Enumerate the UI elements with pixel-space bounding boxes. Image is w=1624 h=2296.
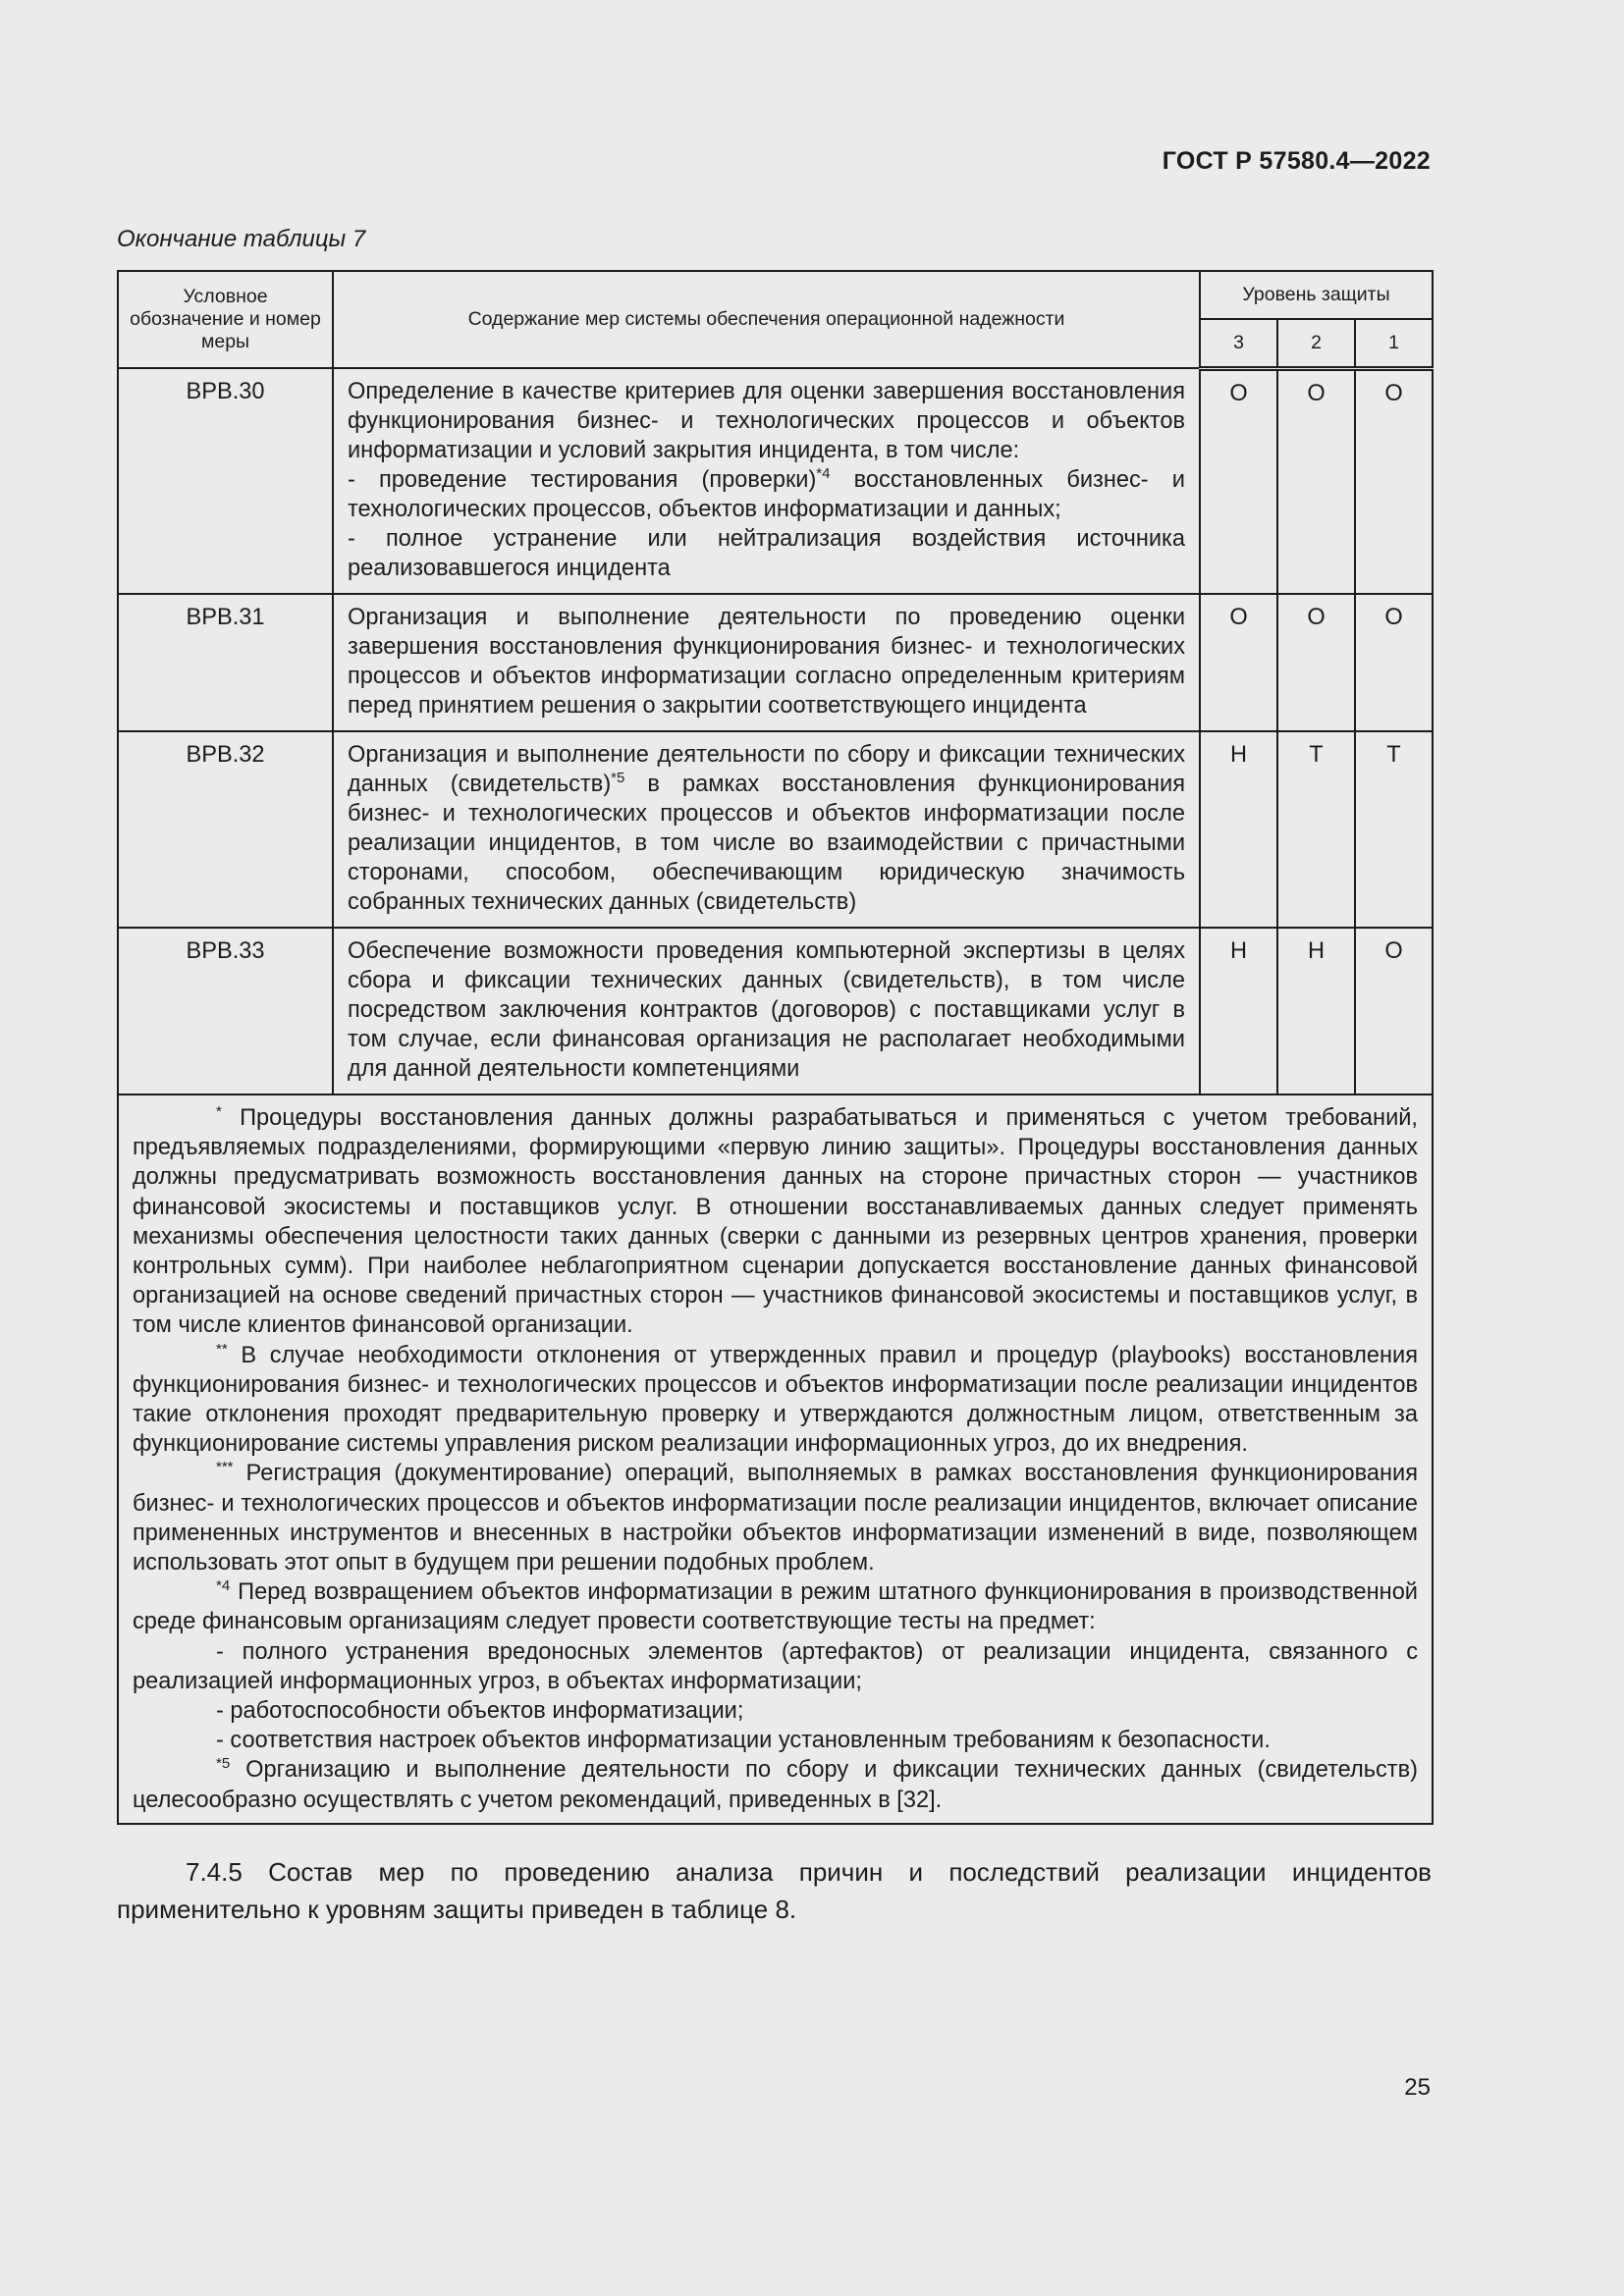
measure-code: ВРВ.32: [118, 731, 333, 928]
footnote: [133, 1577, 1418, 1636]
measure-text: Организация и выполнение деятельности по сбору и фиксации технических данных (свидетельств): [348, 742, 1185, 797]
footnote-list-item: - работоспособности объектов информатизации;: [216, 1698, 744, 1725]
measure-code: ВРВ.31: [118, 594, 333, 731]
footnote: [133, 1459, 1418, 1577]
level-2-value: О: [1277, 368, 1355, 594]
table-notes: [118, 1095, 1433, 1824]
measure-code: ВРВ.33: [118, 928, 333, 1095]
header-level-3: 3: [1200, 319, 1277, 368]
header-level: Уровень защиты: [1200, 271, 1433, 319]
measure-text: в рамках восстановления функционирования бизнес- и технологических процессов и объектов информатизации после реализации инцидентов, в том числе во взаимодействии с причастными сторонами, способом, обеспечивающим юридическую значимость собранных технических данных (свидетельств): [348, 772, 1185, 915]
footnote-text: Процедуры восстановления данных должны разрабатываться и применяться с учетом требований, предъявляемых подразделениями, формирующими «первую линию защиты». Процедуры восстановления данных должны предусматривать возможность восстановления данных на стороне причастных сторон — участников финансовой экосистемы и поставщиков услуг. В отношении восстанавливаемых данных следует применять механизмы обеспечения целостности таких данных (сверки с данными из резервных центров хранения, проверки контрольных сумм). При наиболее неблагоприятном сценарии допускается восстановление данных финансовой организацией на основе сведений причастных сторон — участников финансовой экосистемы и поставщиков услуг, в том числе клиентов финансовой организации.: [133, 1105, 1418, 1339]
measure-content: Организация и выполнение деятельности по проведению оценки завершения восстановления функционирования бизнес- и технологических процессов и объектов информатизации согласно определенным критериям перед принятием решения о закрытии соответствующего инцидента: [333, 594, 1200, 731]
table-row: [118, 731, 1433, 928]
level-1-value: О: [1355, 594, 1433, 731]
document-code: ГОСТ Р 57580.4—2022: [1162, 147, 1431, 175]
measure-text: - проведение тестирования (проверки): [348, 467, 817, 493]
header-content: Содержание мер системы обеспечения операционной надежности: [333, 271, 1200, 368]
footnote-mark: ***: [216, 1459, 234, 1476]
level-3-value: Н: [1200, 731, 1277, 928]
measure-text: восстановленных бизнес- и технологических процессов, объектов информатизации и данных;: [348, 467, 1185, 522]
header-level-1: 1: [1355, 319, 1433, 368]
body-paragraph: 7.4.5 Состав мер по проведению анализа причин и последствий реализации инцидентов применительно к уровням защиты приведен в таблице 8.: [117, 1857, 1432, 1924]
footnote-mark: *4: [216, 1577, 231, 1595]
measures-table: [117, 270, 1434, 1825]
level-3-value: О: [1200, 594, 1277, 731]
level-2-value: О: [1277, 594, 1355, 731]
footnote-text: В случае необходимости отклонения от утвержденных правил и процедур (playbooks) восстановления функционирования бизнес- и технологических процессов и объектов информатизации после реализации инцидентов такие отклонения проходят предварительную проверку и утверждаются должностным лицом, ответственным за функционирование системы управления риском реализации информационных угроз, до их внедрения.: [133, 1342, 1418, 1458]
page-number: 25: [1404, 2074, 1431, 2101]
footnote-text: Регистрация (документирование) операций, выполняемых в рамках восстановления функционирования бизнес- и технологических процессов и объектов информатизации после реализации инцидентов, включает описание примененных инструментов и внесенных в настройки объектов информатизации изменений в виде, позволяющем использовать этот опыт в будущем при решении подобных проблем.: [133, 1461, 1418, 1576]
footnote-mark: *5: [216, 1755, 231, 1773]
level-1-value: О: [1355, 368, 1433, 594]
header-level-2: 2: [1277, 319, 1355, 368]
table-caption: Окончание таблицы 7: [117, 226, 366, 252]
measure-content: Обеспечение возможности проведения компьютерной экспертизы в целях сбора и фиксации технических данных (свидетельств), в том числе посредством заключения контрактов (договоров) с поставщиками услуг в том случае, если финансовая организация не располагает необходимыми для данной деятельности компетенциями: [333, 928, 1200, 1095]
level-1-value: О: [1355, 928, 1433, 1095]
level-2-value: Н: [1277, 928, 1355, 1095]
footnote-text: Перед возвращением объектов информатизации в режим штатного функционирования в производственной среде финансовым организациям следует провести соответствующие тесты на предмет:: [133, 1579, 1418, 1635]
header-code: Условное обозначение и номер меры: [118, 271, 333, 368]
footnote: [133, 1755, 1418, 1814]
table-row: [118, 368, 1433, 594]
footnote-list-item: - полного устранения вредоносных элементов (артефактов) от реализации инцидента, связанного с реализацией информационных угроз, в объектах информатизации;: [133, 1638, 1418, 1694]
table-notes-row: [118, 1095, 1433, 1824]
footnote: [133, 1103, 1418, 1341]
level-2-value: Т: [1277, 731, 1355, 928]
level-1-value: Т: [1355, 731, 1433, 928]
table-row: [118, 928, 1433, 1095]
table-header-row: [118, 271, 1433, 319]
level-3-value: О: [1200, 368, 1277, 594]
measure-content: [333, 368, 1200, 594]
footnote-mark: *: [216, 1103, 222, 1121]
footnote-mark: **: [216, 1340, 228, 1358]
footnote-ref: *5: [611, 770, 625, 787]
footnote-list-item: - соответствия настроек объектов информатизации установленным требованиям к безопасности.: [216, 1728, 1271, 1754]
table-row: [118, 594, 1433, 731]
measure-content: [333, 731, 1200, 928]
footnote-text: Организацию и выполнение деятельности по сбору и фиксации технических данных (свидетельств) целесообразно осуществлять с учетом рекомендаций, приведенных в [32].: [133, 1757, 1418, 1813]
footnote: [133, 1341, 1418, 1460]
measure-text: - полное устранение или нейтрализация воздействия источника реализовавшегося инцидента: [348, 526, 1185, 581]
measure-code: ВРВ.30: [118, 368, 333, 594]
measure-text: Определение в качестве критериев для оценки завершения восстановления функционирования бизнес- и технологических процессов и объектов информатизации и условий закрытия инцидента, в том числе:: [348, 379, 1185, 463]
level-3-value: Н: [1200, 928, 1277, 1095]
footnote-ref: *4: [816, 465, 831, 483]
